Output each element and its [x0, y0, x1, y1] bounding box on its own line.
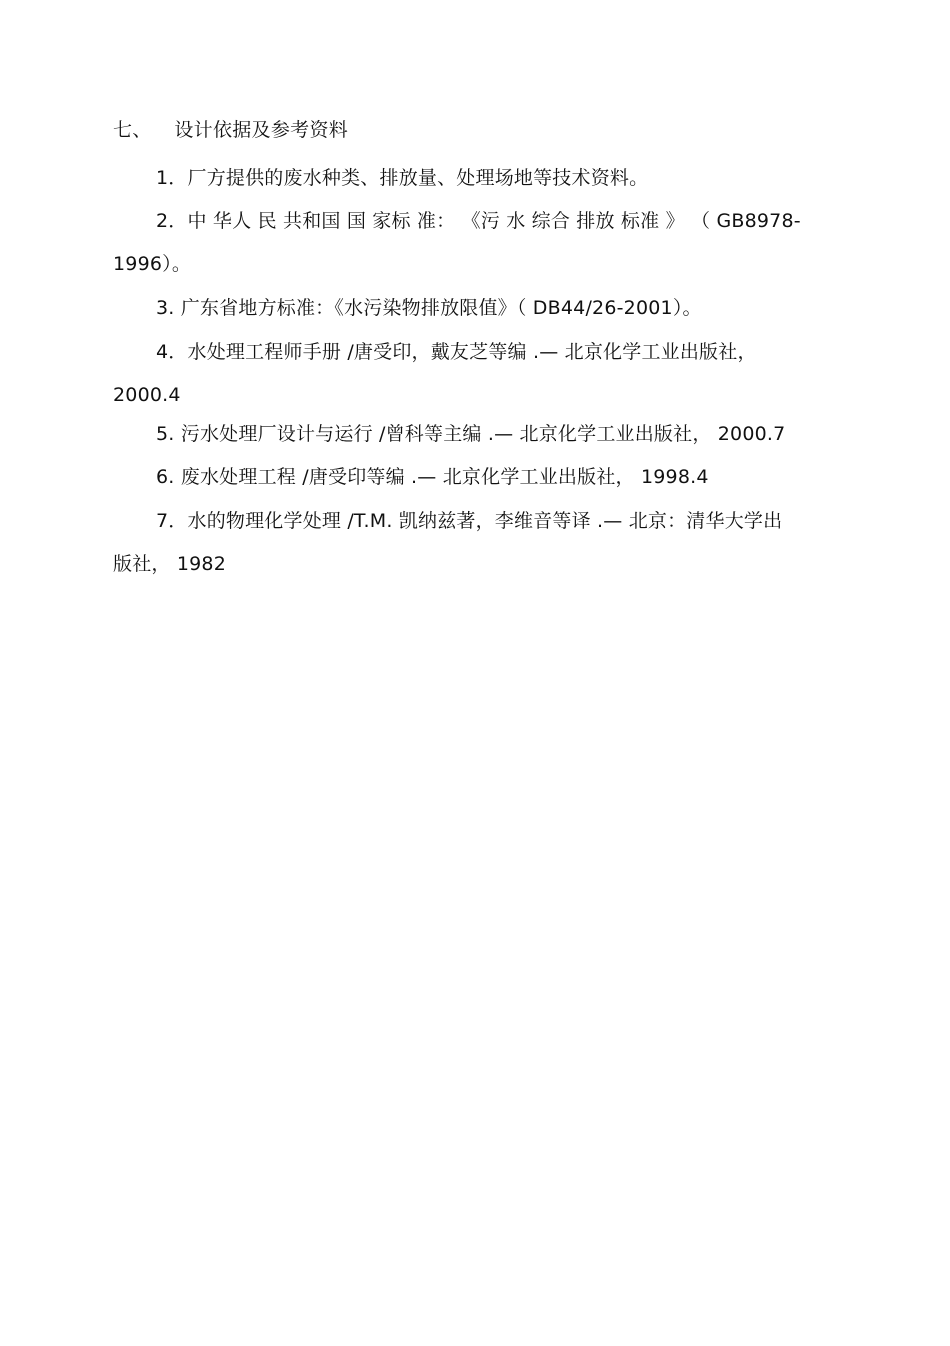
reference-text: 4．水处理工程师手册 /唐受印，戴友芝等编 .— 北京化学工业出版社，	[156, 341, 757, 363]
reference-text: 1．厂方提供的废水种类、排放量、处理场地等技术资料。	[156, 167, 649, 189]
reference-text: 6. 废水处理工程 /唐受印等编 .— 北京化学工业出版社， 1998.4	[156, 466, 709, 488]
reference-text-continued: 1996）。	[113, 253, 192, 275]
reference-text: 3. 广东省地方标准：《水污染物排放限值》（ DB44/26-2001）。	[156, 297, 702, 319]
reference-item-5	[113, 413, 863, 456]
reference-item-4	[113, 331, 863, 417]
reference-item-6	[113, 456, 863, 499]
reference-text: 2．中 华人 民 共和国 国 家标 准： 《污 水 综合 排放 标准 》 （ GB8978-	[156, 210, 801, 232]
reference-item-2	[113, 200, 863, 286]
reference-item-3	[113, 287, 863, 330]
reference-text-continued: 版社， 1982	[113, 553, 226, 575]
reference-text: 5. 污水处理厂设计与运行 /曾科等主编 .— 北京化学工业出版社， 2000.7	[156, 423, 786, 445]
section-heading	[113, 116, 348, 144]
reference-item-7	[113, 500, 863, 586]
section-title: 设计依据及参考资料	[174, 119, 349, 141]
reference-text: 7．水的物理化学处理 /T.M. 凯纳兹著，李维音等译 .— 北京：清华大学出	[156, 510, 783, 532]
reference-item-1	[113, 157, 863, 200]
reference-text-continued: 2000.4	[113, 384, 181, 406]
section-number: 七、	[113, 119, 152, 141]
